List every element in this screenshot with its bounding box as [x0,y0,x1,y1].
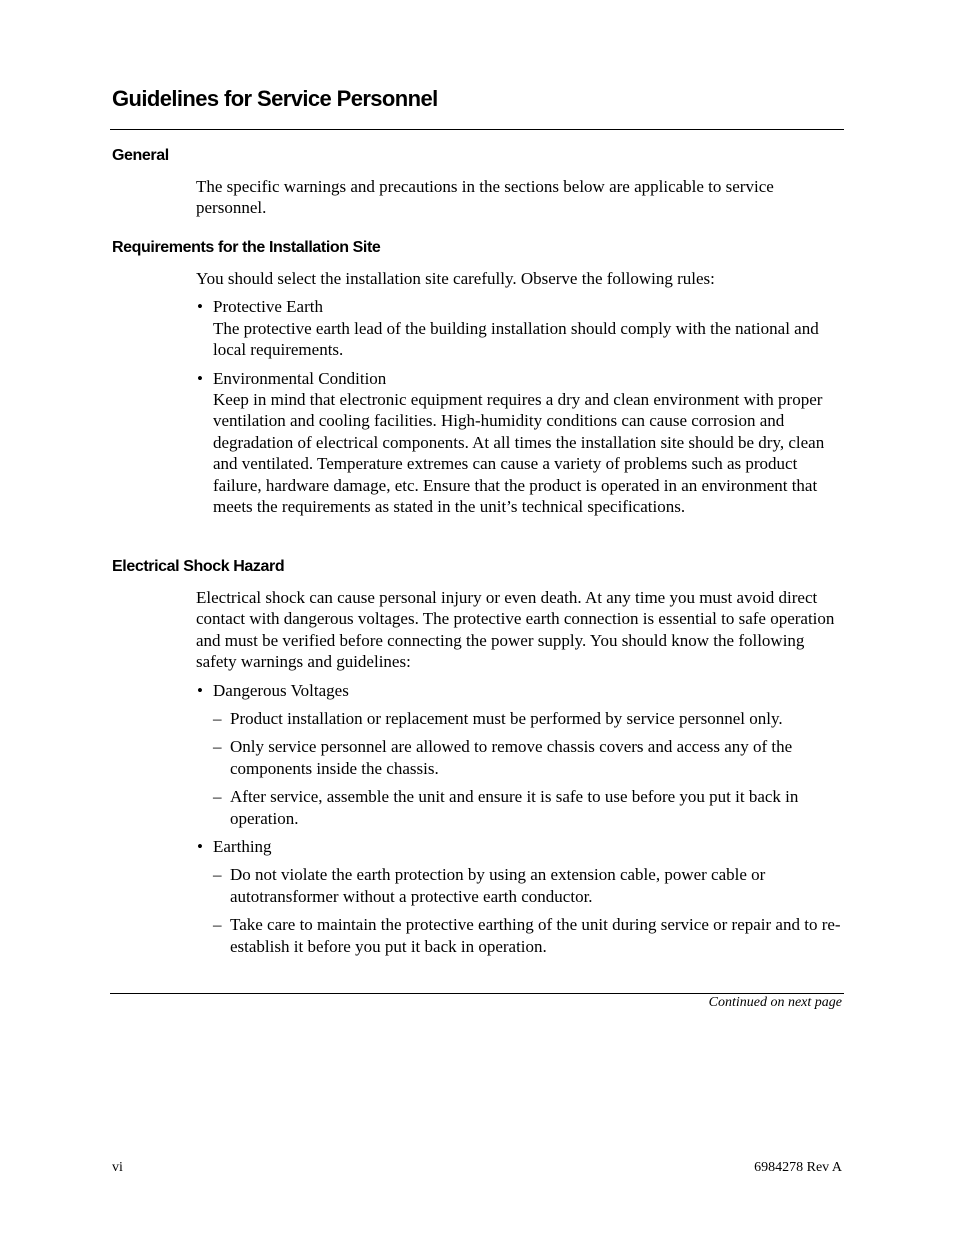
sub-item-text: Take care to maintain the protective earthing of the unit during service or repair and to re-establish it before you put it back in operation. [230,915,841,956]
bullet-title: Dangerous Voltages [213,680,349,700]
sub-item-text: Product installation or replacement must be performed by service personnel only. [230,709,783,729]
dash-icon: – [213,865,222,885]
section-body-installation-site [196,268,844,517]
bullet-text: The protective earth lead of the building installation should comply with the national and local requirements. [213,318,819,360]
bullet-icon: • [197,680,203,700]
bullet-icon: • [197,368,203,388]
sub-list-item [196,736,844,779]
document-id: 6984278 Rev A [754,1160,842,1175]
bullet-title: Protective Earth [213,297,323,317]
sub-item-text: After service, assemble the unit and ensure it is safe to use before you put it back in operation. [230,787,799,828]
section-body-general [196,176,844,219]
dash-icon: – [213,915,222,935]
dash-icon: – [213,787,222,807]
section-heading-general: General [112,147,169,164]
sub-item-text: Do not violate the earth protection by using an extension cable, power cable or autotransformer without a protective earth conductor. [230,865,766,906]
section-heading-installation-site: Requirements for the Installation Site [112,239,381,256]
bottom-divider [110,993,844,994]
continued-note: Continued on next page [708,995,842,1010]
bullet-title: Environmental Condition [213,368,387,388]
section-heading-electrical-shock: Electrical Shock Hazard [112,558,285,575]
list-item [196,680,844,701]
dash-icon: – [213,709,222,729]
list-item [196,368,844,518]
bullet-title: Earthing [213,837,272,857]
section-body-electrical-shock [196,587,844,957]
sub-list-item [196,864,844,907]
sub-list-item [196,786,844,829]
dash-icon: – [213,737,222,757]
sub-item-text: Only service personnel are allowed to remove chassis covers and access any of the components inside the chassis. [230,737,793,778]
electrical-intro: Electrical shock can cause personal injury or even death. At any time you must avoid direct contact with dangerous voltages. The protective earth connection is essential to safe operation and must be verified before connecting the power supply. You should know the following safety warnings and guidelines: [196,588,835,672]
sub-list-item [196,914,844,957]
bullet-text: Keep in mind that electronic equipment requires a dry and clean environment with proper ventilation and cooling facilities. High-humidity conditions can cause corrosion and degradation of electrical components. At all times the installation site should be dry, clean and ventilated. Temperature extremes can cause a variety of problems such as product failure, hardware damage, etc. Ensure that the product is operated in an environment that meets the requirements as stated in the unit’s technical specifications. [213,390,825,517]
bullet-icon: • [197,837,203,857]
general-paragraph: The specific warnings and precautions in the sections below are applicable to service personnel. [196,177,774,218]
sub-list-item [196,708,844,729]
title-divider [110,129,844,130]
installation-intro: You should select the installation site carefully. Observe the following rules: [196,269,715,288]
list-item [196,296,844,360]
page-number: vi [112,1160,123,1175]
page-title: Guidelines for Service Personnel [112,86,438,111]
bullet-icon: • [197,297,203,317]
list-item [196,836,844,857]
